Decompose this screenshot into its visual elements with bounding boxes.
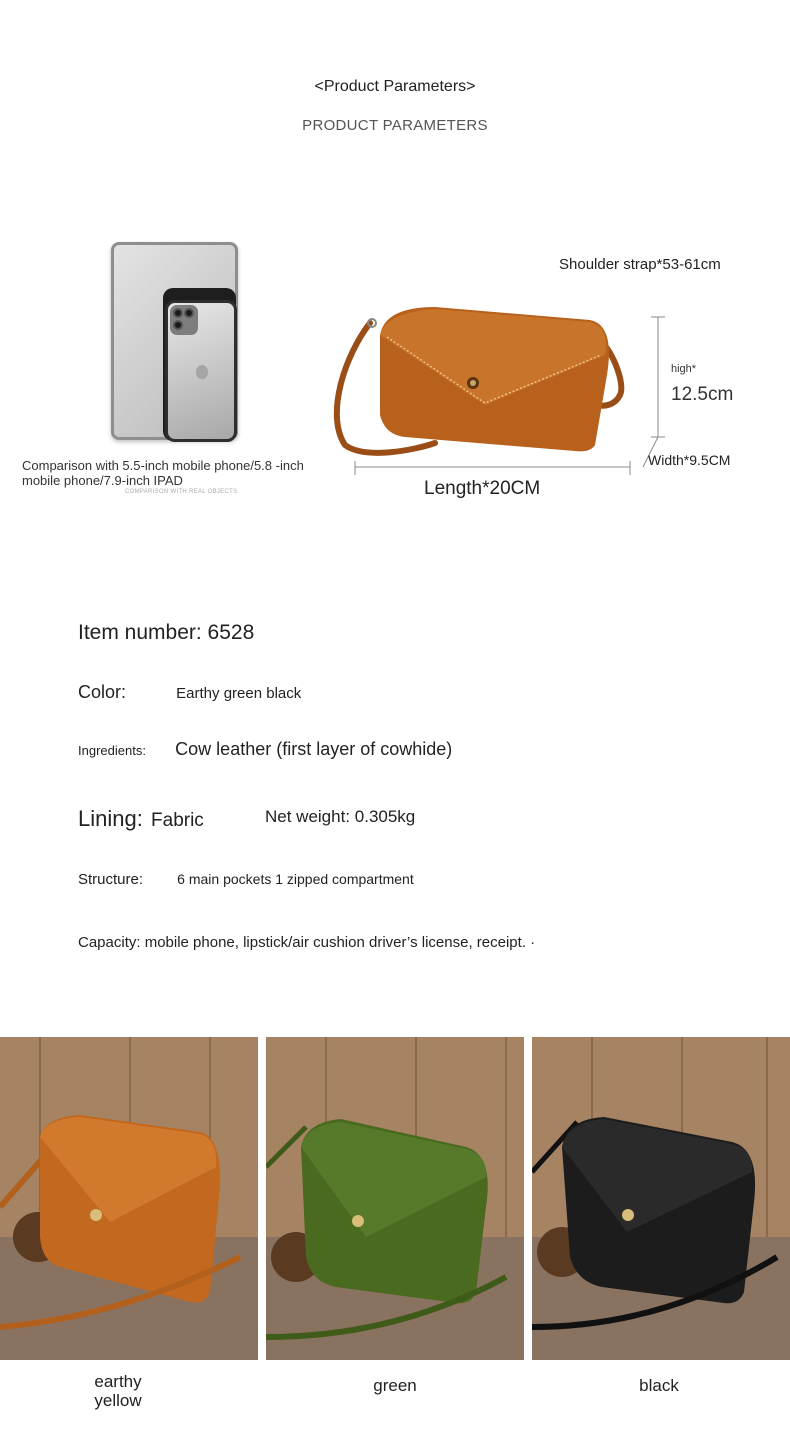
item-number: Item number: 6528 [78,621,255,644]
lining-value: Fabric [151,810,204,831]
camera-icon [170,305,198,335]
height-value: 12.5cm [671,384,734,405]
apple-logo-icon [196,365,208,379]
structure-row [78,871,414,888]
section-subtitle: PRODUCT PARAMETERS [302,117,488,134]
comparison-small-caption: COMPARISON WITH REAL OBJECTS [125,489,238,495]
height-label: high* [671,363,697,375]
color-label: Color: [78,682,127,702]
capacity: Capacity: mobile phone, lipstick/air cushion driver’s license, receipt. · [78,934,536,951]
ingredients-label: Ingredients: [78,743,146,758]
product-photo-green [266,1037,524,1360]
comparison-caption: Comparison with 5.5-inch mobile phone/5.8 -inch mobile phone/7.9-inch IPAD [22,458,304,488]
lining-row [78,806,204,832]
color-value: Earthy green black [176,685,302,702]
structure-value: 6 main pockets 1 zipped compartment [177,871,414,887]
ingredients-row [78,739,452,760]
bag-dimension-diagram [325,295,665,480]
caption-black: black [639,1376,679,1395]
caption-line-2: yellow [94,1391,142,1410]
width-label: Width*9.5CM [648,452,731,468]
caption-green: green [373,1376,417,1395]
length-label: Length*20CM [424,478,541,499]
product-photo-earthy-yellow [0,1037,258,1360]
ingredients-value: Cow leather (first layer of cowhide) [175,739,453,759]
net-weight: Net weight: 0.305kg [265,807,416,826]
structure-label: Structure: [78,871,144,888]
section-title: <Product Parameters> [314,78,476,95]
caption-line-1: earthy [94,1372,142,1391]
strap-length-label: Shoulder strap*53-61cm [559,256,721,273]
lining-label: Lining: [78,806,143,831]
caption-earthy-yellow [0,1372,236,1410]
color-row [78,682,301,703]
product-photo-black [532,1037,790,1360]
